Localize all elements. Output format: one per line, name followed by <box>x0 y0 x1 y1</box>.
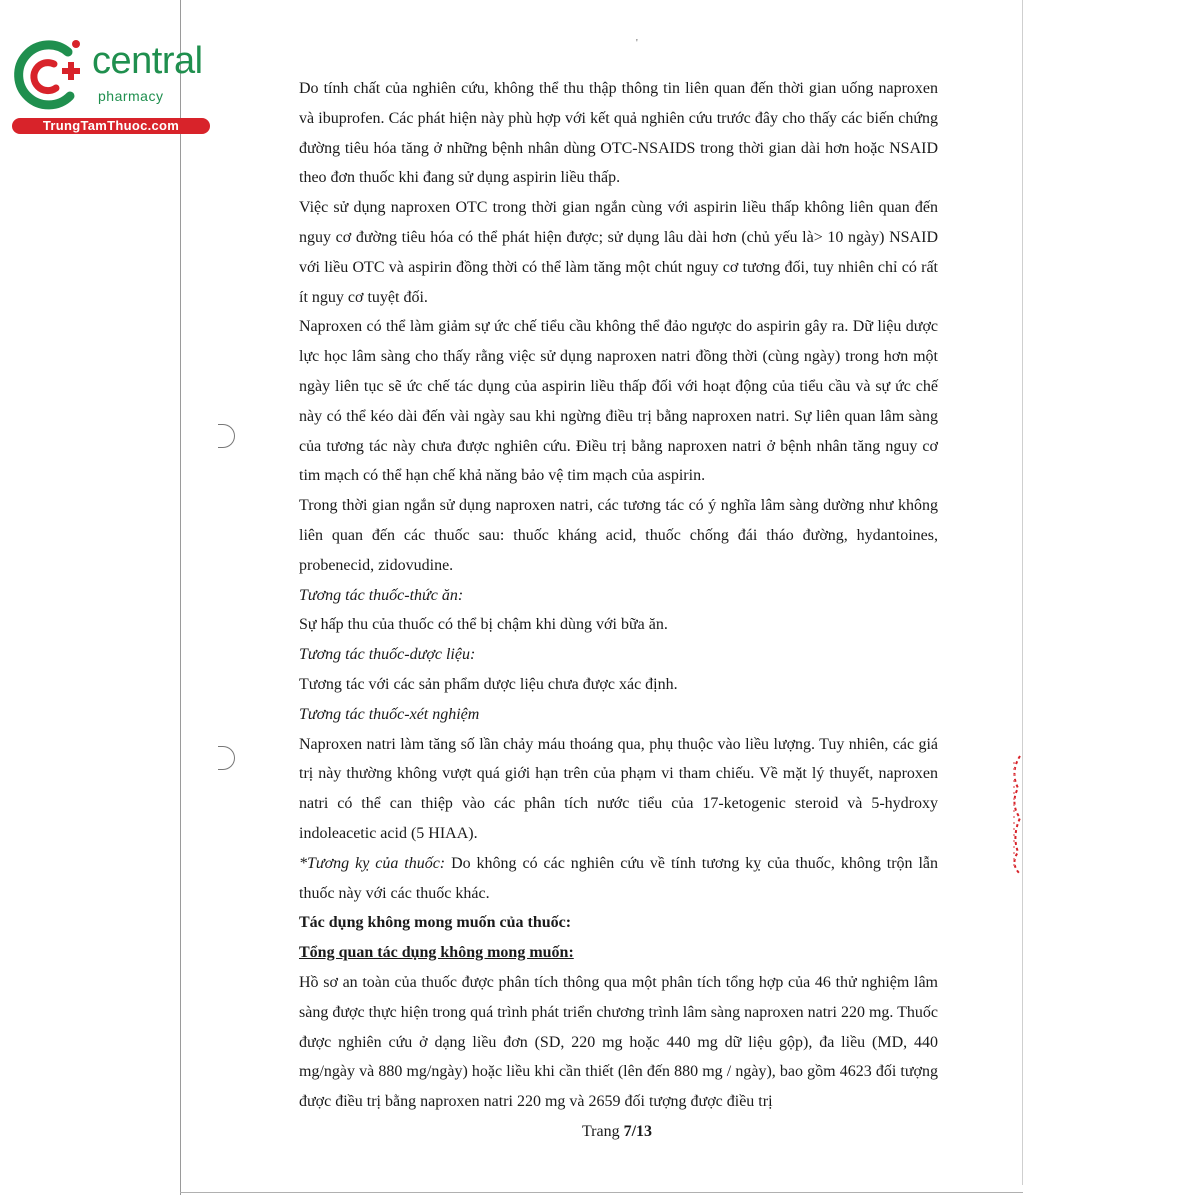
logo-site-banner: TrungTamThuoc.com <box>12 118 210 134</box>
logo-icon <box>10 38 90 116</box>
paragraph: Do tính chất của nghiên cứu, không thể thu thập thông tin liên quan đến thời gian uống naproxen và ibuprofen. Các phát hiện này phù hợp với kết quả nghiên cứu trước đây cho thấy các biến chứng đường tiêu hóa tăng ở những bệnh nhân dùng OTC-NSAIDS trong thời gian dài hơn hoặc NSAID theo đơn thuốc khi đang sử dụng aspirin liều thấp. <box>299 80 938 187</box>
scan-mark-top: ' <box>636 38 638 49</box>
logo-sub-text: pharmacy <box>98 88 164 104</box>
red-stamp-fragment <box>1006 752 1024 877</box>
logo-brand-text: central <box>92 40 203 82</box>
section-heading-adverse: Tác dụng không mong muốn của thuốc: <box>299 914 572 932</box>
paragraph: Việc sử dụng naproxen OTC trong thời gian ngắn cùng với aspirin liều thấp không liên quan đến nguy cơ đường tiêu hóa có thể phát hiện được; sử dụng lâu dài hơn (chủ yếu là> 10 ngày) NSAID với liều OTC và aspirin đồng thời có thể làm tăng một chút nguy cơ tương đối, tuy nhiên chỉ có rất ít nguy cơ tuyệt đối. <box>299 199 938 306</box>
punch-hole-lower <box>218 746 235 770</box>
section-heading-food: Tương tác thuốc-thức ăn: <box>299 586 464 604</box>
punch-hole-upper <box>218 424 235 448</box>
subheading-adverse-overview: Tổng quan tác dụng không mong muốn: <box>299 944 574 962</box>
document-body <box>299 74 938 1117</box>
section-heading-herbal: Tương tác thuốc-dược liệu: <box>299 646 476 664</box>
page-number: 7/13 <box>623 1123 653 1140</box>
page-edge-left <box>180 0 181 1195</box>
page-edge-right <box>1022 0 1023 1185</box>
section-heading-lab: Tương tác thuốc-xét nghiệm <box>299 705 480 723</box>
incompatibility-text: Do không có các nghiên cứu về tính tương kỵ của thuốc, không trộn lẫn thuốc này với các thuốc khác. <box>299 854 939 902</box>
paragraph: Hồ sơ an toàn của thuốc được phân tích thông qua một phân tích tổng hợp của 46 thử nghiệm lâm sàng được thực hiện trong quá trình phát triển chương trình lâm sàng naproxen natri 220 mg. Thuốc được nghiên cứu ở dạng liều đơn (SD, 220 mg hoặc 440 mg dữ liệu gộp), đa liều (MD, 440 mg/ngày và 880 mg/ngày) hoặc liều khi cần thiết (lên đến 880 mg / ngày), bao gồm 4623 đối tượng được điều trị bằng naproxen natri 220 mg và 2659 đối tượng được điều trị <box>299 973 938 1111</box>
paragraph: Trong thời gian ngắn sử dụng naproxen natri, các tương tác có ý nghĩa lâm sàng dường như không liên quan đến các thuốc sau: thuốc kháng acid, thuốc chống đái tháo đường, hydantoines, probenecid, zidovudine. <box>299 497 938 574</box>
page-edge-bottom <box>180 1192 1023 1193</box>
paragraph: Sự hấp thu của thuốc có thể bị chậm khi dùng với bữa ăn. <box>299 616 668 634</box>
paragraph: Naproxen natri làm tăng số lần chảy máu thoáng qua, phụ thuộc vào liều lượng. Tuy nhiên, các giá trị này thường không vượt quá giới hạn trên của phạm vi tham chiếu. Về mặt lý thuyết, naproxen natri có thể can thiệp vào các phân tích nước tiểu của 17-ketogenic steroid và 5-hydroxy indoleacetic acid (5 HIAA). <box>299 735 938 842</box>
paragraph: Tương tác với các sản phẩm dược liệu chưa được xác định. <box>299 675 678 693</box>
page-label: Trang <box>581 1123 624 1140</box>
page-footer <box>0 1123 1200 1141</box>
paragraph: Naproxen có thể làm giảm sự ức chế tiểu cầu không thể đảo ngược do aspirin gây ra. Dữ liệu dược lực học lâm sàng cho thấy rằng việc sử dụng naproxen natri đồng thời (cùng ngày) trong hơn một ngày liên tục sẽ ức chế tác dụng của aspirin liều thấp đối với hoạt động của tiểu cầu và sự ức chế này có thể kéo dài đến vài ngày sau khi ngừng điều trị bằng naproxen natri. Sự liên quan lâm sàng của tương tác này chưa được nghiên cứu. Điều trị bằng naproxen natri ở bệnh nhân tăng nguy cơ tim mạch có thể hạn chế khả năng bảo vệ tim mạch của aspirin. <box>299 318 938 485</box>
paragraph-incompatibility <box>299 849 938 909</box>
incompatibility-heading: *Tương kỵ của thuốc: <box>299 854 446 872</box>
central-pharmacy-logo <box>10 38 215 138</box>
